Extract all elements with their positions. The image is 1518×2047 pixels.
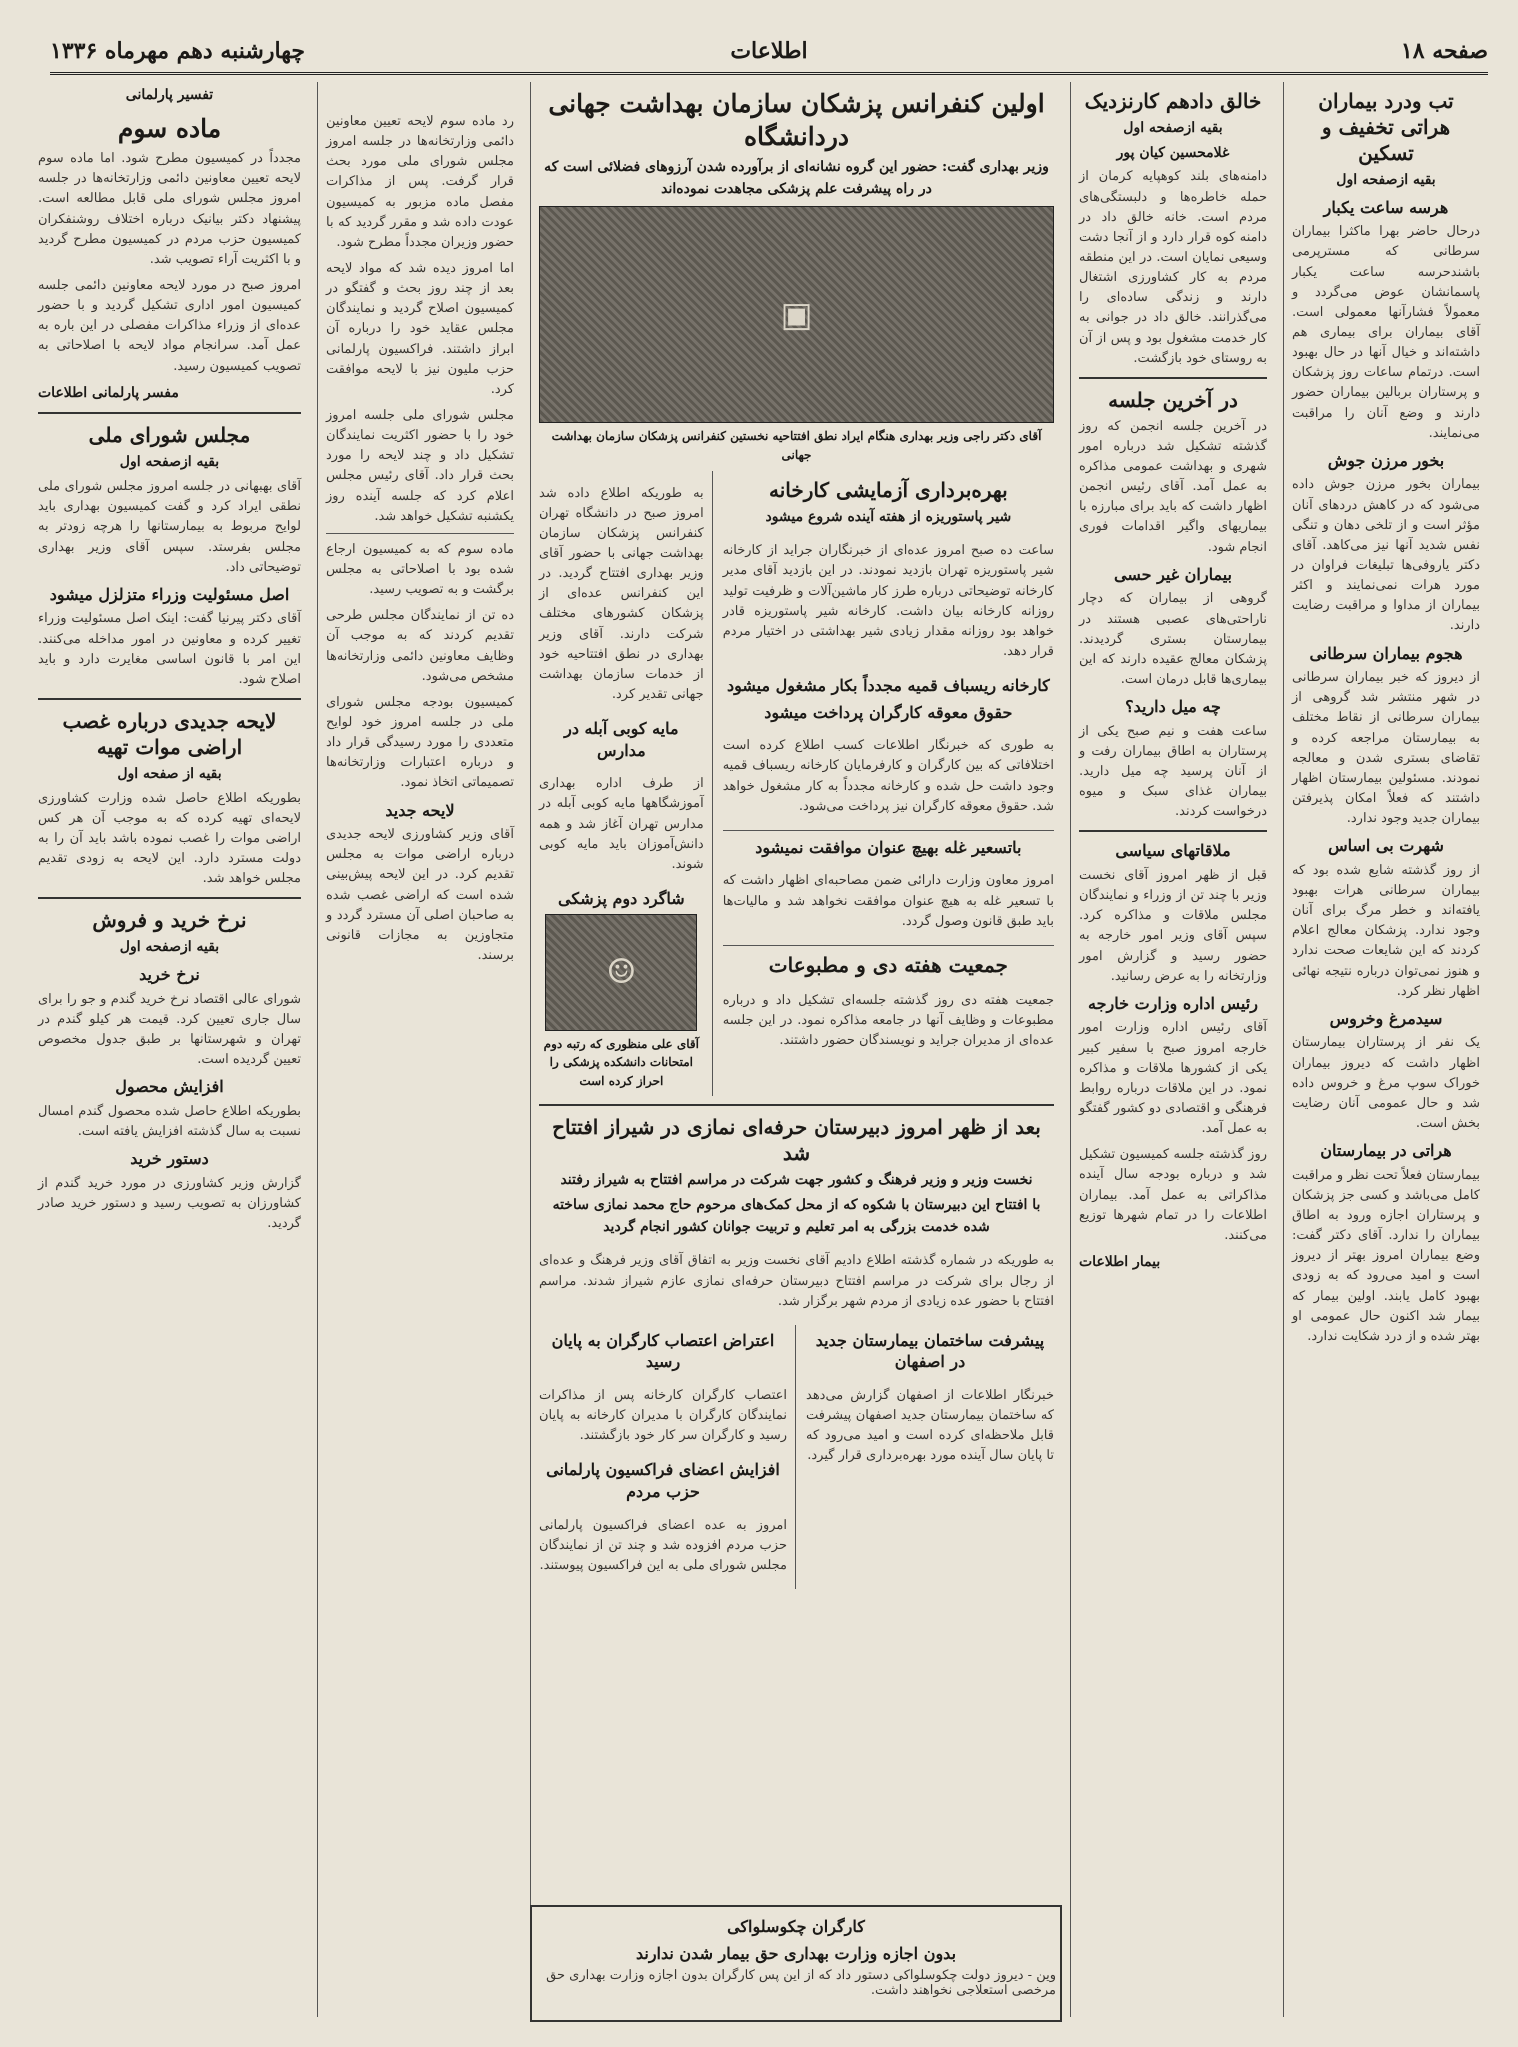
article-text: امروز معاون وزارت دارائی ضمن مصاحبه‌ای اظهار داشت که با تسعیر غله به هیچ عنوان موافقت نخواهد شد و مالیات‌ها باید طبق قانون وصول گردد. — [722, 873, 1054, 929]
czech-workers-box — [530, 1905, 1062, 2022]
column-parliament — [30, 82, 309, 2017]
article-text: اعتصاب کارگران کارخانه پس از مذاکرات نمایندگان کارگران با مدیران کارخانه به پایان رسید و کارگران سر کار خود بازگشتند. — [539, 1388, 787, 1444]
divider — [1079, 377, 1267, 379]
article-text: امروز صبح در مورد لایحه معاونین دائمی جلسه کمیسیون امور اداری تشکیل گردید و با حضور عده‌ای از وزراء مذاکرات مفصلی در این باره به عمل آمد. سرانجام مواد لایحه با اصلاحاتی به تصویب کمیسیون رسید. — [38, 278, 301, 374]
byline: غلامحسین کیان پور — [1116, 144, 1230, 161]
article-text: بطوریکه اطلاع حاصل شده وزارت کشاورزی لایحه‌ای تهیه کرده که به موجب آن هر کس اراضی موات را غصب نموده باشد باید آن را به دولت مسترد دارد. این لایحه به زودی تقدیم مجلس خواهد شد. — [38, 790, 301, 887]
masthead — [50, 30, 1488, 75]
divider — [326, 533, 514, 534]
article-text: از روز گذشته شایع شده بود که بیماران سرطانی هرات بهبود یافته‌اند و خطر مرگ برای آنان وجود ندارد. پزشکان معالج اعلام کردند که این شایعات صحت ندارد و هنوز نمی‌توان درباره نتیجه نهائی اظهار نظر کرد. — [1292, 862, 1480, 999]
divider — [1079, 830, 1267, 832]
divider — [38, 412, 301, 414]
article-text: مجلس شورای ملی جلسه امروز خود را با حضور اکثریت نمایندگان تشکیل داد و چند لایحه را مورد بحث قرار داد. آقای رئیس مجلس اعلام کرد که جلسه آینده روز یکشنبه تشکیل خواهد شد. — [326, 407, 514, 524]
article-text: درحال حاضر بهرا ماکثرا بیماران سرطانی که مسترپرمی باشندحرسه ساعت یکبار پاسمانشان عوض می‌گردد و معمولاً فشارآنها معمولی است. آقای بیماران برای بیماری هم داشته‌اند و خیال آنها در حال بهبود است. درتمام ساعات روز پزشکان و پرستاران بربالین بیماران حضور دارند و وضع آنان را مراقبت می‌نمایند. — [1292, 224, 1480, 441]
subhead-minister: وزیر بهداری گفت: حضور این گروه نشانه‌ای از برآورده شدن آرزوهای فضلائی است که در راه پیشرفت علم پزشکی مجاهدت نموده‌اند — [544, 159, 1049, 197]
article-text: آقای وزیر کشاورزی لایحه جدیدی درباره اراضی موات به مجلس تقدیم کرد. در این لایحه پیش‌بینی شده است که اراضی غصب شده به صاحبان اصلی آن مسترد گردد و متجاوزین به مجازات قانونی برسند. — [326, 827, 514, 963]
divider — [38, 698, 301, 700]
continued-note: بقیه از صفحه اول — [117, 765, 222, 782]
headline-dey-society: جمعیت هفته دی و مطبوعات — [768, 952, 1008, 977]
paper-name: اطلاعات — [730, 38, 808, 64]
headline-czech: کارگران چکوسلواکی — [727, 1917, 865, 1936]
article-text: به طوریکه در شماره گذشته اطلاع دادیم آقای نخست وزیر به اتفاق آقای وزیر فرهنگ و عده‌ای از رجال برای شرکت در مراسم افتتاح دبیرستان حرفه‌ای نمازی عازم شیراز شدند. مراسم افتتاح با حضور عده زیادی از مردم شهر برگزار شد. — [539, 1253, 1054, 1309]
signature: مفسر پارلمانی اطلاعات — [38, 384, 179, 401]
center-bottom-row — [539, 1325, 1054, 1589]
article-text: آقای دکتر پیرنیا گفت: اینک اصل مسئولیت وزراء تغییر کرده و معاونین در امور مداخله می‌کنند. این امر با قانون اساسی مغایرت دارد و باید اصلاح شود. — [38, 611, 301, 687]
divider — [723, 830, 1054, 831]
conference-photo — [539, 206, 1054, 423]
student-caption: آقای علی منظوری که رتبه دوم امتحانات دانشکده پزشکی را احراز کرده است — [543, 1036, 699, 1088]
article-text: بطوریکه اطلاع حاصل شده محصول گندم امسال نسبت به سال گذشته افزایش یافته است. — [38, 1103, 301, 1139]
section-heading: هجوم بیماران سرطانی — [1309, 643, 1463, 663]
section-heading: شهرت بی اساس — [1328, 836, 1444, 856]
section-heading: رئیس اداره وزارت خارجه — [1088, 993, 1258, 1013]
article-text: به طوریکه اطلاع داده شد امروز صبح در دانشگاه تهران کنفرانس پزشکان سازمان بهداشت جهانی با حضور آقای وزیر بهداری افتتاح گردید. در این کنفرانس عده‌ای از پزشکان کشورهای مختلف شرکت دارند. آقای وزیر بهداری در نطق افتتاحیه خود از خدمات سازمان بهداشت جهانی تقدیر کرد. — [539, 485, 704, 702]
article-text: گزارش وزیر کشاورزی در مورد خرید گندم از کشاورزان به تصویب رسید و دستور خرید صادر گردید. — [38, 1175, 301, 1231]
article-text: از دیروز که خبر بیماران سرطانی در شهر منتشر شد گروهی از بیماران سرطانی از نقاط مختلف به بیمارستان مراجعه کرده و تقاضای بستری شدن و معالجه نمودند. مسئولین بیمارستان اظهار داشتند که فعلاً امکان پذیرفتن بیماران جدید وجود ندارد. — [1292, 670, 1480, 827]
article-text: به طوری که خبرنگار اطلاعات کسب اطلاع کرده است اختلافاتی که بین کارگران و کارفرمایان کارخانه ریسباف قمیه وجود داشت حل شده و کارخانه مجدداً به کار مشغول خواهد شد. حقوق معوقه کارگران نیز پرداخت می‌شود. — [722, 738, 1054, 814]
column-parliament-text — [317, 82, 522, 2017]
article-text: آقای رئیس اداره وزارت امور خارجه امروز صبح با سفیر کبیر یکی از کشورها ملاقات و مذاکره نمود. در این ملاقات درباره روابط فرهنگی و اقتصادی دو کشور گفتگو به عمل آمد. — [1079, 1020, 1267, 1137]
article-text: ماده سوم که به کمیسیون ارجاع شده بود با اصلاحاتی به مجلس برگشت و به تصویب رسید. — [326, 541, 514, 598]
issue-date: چهارشنبه دهم مهرماه ۱۳۳۶ — [50, 38, 305, 64]
article-text: بیمارستان فعلاً تحت نظر و مراقبت کامل می‌باشد و کسی جز پزشکان و پرستاران اجازه ورود به اطاق بیماران را ندارد. آقای دکتر گفت: وضع بیماران امروز بهتر از دیروز است و امید می‌رود که به زودی بهبود کامل یابند. اولین بیمار که بیمار شد اکنون حال عمومی او بهتر شده و از درد شکایت ندارد. — [1292, 1167, 1480, 1344]
article-text: آقای بهبهانی در جلسه امروز مجلس شورای ملی نطقی ایراد کرد و گفت کمیسیون بهداری باید لوایح مربوط به بیمارستانها را هرچه زودتر به مجلس بفرستد. سپس آقای وزیر بهداری توضیحاتی داد. — [38, 479, 301, 575]
section-heading: بیماران غیر حسی — [1114, 564, 1232, 584]
headline-majlis: مجلس شورای ملی — [88, 423, 251, 448]
headline-last-session: در آخرین جلسه — [1108, 387, 1238, 412]
section-heading: ملاقاتهای سیاسی — [1115, 841, 1231, 861]
column-khaleghdad — [1070, 82, 1275, 2017]
headline-who-conference: اولین کنفرانس پزشکان سازمان بهداشت جهانی دردانشگاه — [548, 89, 1045, 151]
section-heading: افزایش محصول — [115, 1077, 224, 1097]
article-text: گروهی از بیماران که دچار ناراحتی‌های عصبی هستند در بیمارستان بستری گردیدند. پزشکان معالج عقیده دارند که این بیماری‌ها قابل درمان است. — [1079, 591, 1267, 687]
article-text: رد ماده سوم لایحه تعیین معاونین دائمی وزارتخانه‌ها در جلسه امروز مجلس شورای ملی مورد بحث قرار گرفت. پس از مذاکرات مفصل ماده مزبور به کمیسیون عودت داده شد و مقرر گردید که با حضور وزیران مجدداً مطرح شود. — [326, 114, 514, 250]
headline-rispaf: کارخانه ریسباف قمیه مجدداً بکار مشغول میشود — [726, 676, 1050, 696]
article-text: بیماران بخور مرزن جوش داده می‌شود که در کاهش دردهای آنان مؤثر است و از تلخی دهان و تنگی نفس شدید آنها نیز می‌کاهد. آقای دکتر یاروفی‌ها تبلیغات فراوان در مورد هرات نمی‌نمایند و اکثر بیماران از مداوا و مراقبت رضایت دارند. — [1292, 477, 1480, 634]
column-health-news — [1283, 82, 1488, 2017]
headline-hiv-patients: تب ودرد بیماران هراتی تخفیف و تسکین — [1318, 89, 1454, 165]
article-text: کمیسیون بودجه مجلس شورای ملی در جلسه امروز خود لوایح متعددی را مورد رسیدگی قرار داد و درباره اعتبارات وزارتخانه‌ها تصمیماتی اتخاذ نمود. — [326, 694, 514, 791]
article-text: ده تن از نمایندگان مجلس طرحی تقدیم کردند که به موجب آن وظایف معاونین دائمی وزارتخانه‌ها مشخص می‌شود. — [326, 608, 514, 684]
headline-khaleghdad: خالق دادهم کارنزدیک — [1084, 89, 1262, 113]
center-row — [539, 471, 1054, 1097]
article-text: خبرنگار اطلاعات از اصفهان گزارش می‌دهد که ساختمان بیمارستان جدید اصفهان پیشرفت قابل ملاحظه‌ای کرده است و امید می‌رود که تا پایان سال آینده مورد بهره‌برداری قرار گیرد. — [806, 1388, 1054, 1464]
headline-land-bill: لایحه جدیدی درباره غصب اراضی موات تهیه — [62, 708, 277, 759]
article-text: شورای عالی اقتصاد نرخ خرید گندم و جو را برای سال جاری تعیین کرد. قیمت هر کیلو گندم در تهران و شهرستانها بر طبق جدول مخصوص تعیین گردیده است. — [38, 991, 301, 1068]
headline-factory: بهره‌برداری آزمایشی کارخانه — [768, 477, 1008, 502]
article-text: امروز به عده اعضای فراکسیون پارلمانی حزب مردم افزوده شد و چند تن از نمایندگان مجلس شورای ملی به این فراکسیون پیوستند. — [539, 1517, 787, 1573]
article-text: ساعت هفت و نیم صبح یکی از پرستاران به اطاق بیماران رفت و از آنان پرسید چه میل دارید. بیماران غذای سبک و میوه درخواست کردند. — [1079, 723, 1267, 820]
continued-note: بقیه ازصفحه اول — [1123, 120, 1223, 136]
section-heading: چه میل دارید؟ — [1125, 697, 1221, 717]
article-text: از طرف اداره بهداری آموزشگاهها مایه کوبی آبله در مدارس تهران آغاز شد و همه دانش‌آموزان باید مایه کوبی شوند. — [539, 776, 704, 872]
center-side-col — [539, 471, 713, 1097]
section-heading: دستور خرید — [130, 1149, 209, 1169]
subhead-school-2: با افتتاح این دبیرستان با شکوه که از محل کمک‌های مرحوم حاج محمد نمازی ساخته شده خدمت بزرگی به امر تعلیم و تربیت جوانان کشور انجام گردید — [552, 1197, 1041, 1235]
page-number: صفحه ۱۸ — [1400, 38, 1488, 64]
section-heading: هرسه ساعت یکبار — [1323, 197, 1449, 217]
section-label: تفسیر پارلمانی — [125, 87, 214, 103]
subhead-factory: شیر پاستوریزه از هفته آینده شروع میشود — [765, 508, 1012, 525]
subhead-czech: بدون اجازه وزارت بهداری حق بیمار شدن ندارند — [635, 1943, 957, 1963]
divider — [723, 945, 1054, 946]
section-heading: اصل مسئولیت وزراء متزلزل میشود — [49, 584, 290, 604]
article-text: در آخرین جلسه انجمن که روز گذشته تشکیل شد درباره امور شهری و بهداشت عمومی مذاکره به عمل آمد. آقای رئیس انجمن اظهار داشت که باید برای مبارزه با بیماریهای واگیر اقدامات فوری انجام شود. — [1079, 418, 1267, 555]
article-text: ساعت ده صبح امروز عده‌ای از خبرنگاران جراید از کارخانه شیر پاستوریزه تهران بازدید نمودند. در این بازدید آقای مدیر کارخانه توضیحاتی درباره طرز کار ماشین‌آلات و ظرفیت تولید روزانه کارخانه بیان داشت. کارخانه شیر پاستوریزه قادر خواهد بود روزانه مقدار زیادی شیر بهداشتی در اختیار مردم قرار دهد. — [722, 543, 1054, 659]
section-heading: نرخ خرید — [139, 965, 200, 985]
section-heading: لایحه جدید — [385, 800, 455, 820]
headline-nemazi-school: بعد از ظهر امروز دبیرستان حرفه‌ای نمازی در شیراز افتتاح شد — [552, 1115, 1041, 1166]
article-text: اما امروز دیده شد که مواد لایحه بعد از چند روز بحث و گفتگو در کمیسیون اصلاح گردید و نمایندگان مجلس عقاید خود را درباره آن ابراز داشتند. فراکسیون پارلمانی حزب ملیون نیز با لایحه موافقت کرد. — [326, 260, 514, 397]
headline-grain: باتسعیر غله بهیچ عنوان موافقت نمیشود — [755, 837, 1022, 857]
divider — [539, 1104, 1054, 1106]
article-text: جمعیت هفته دی روز گذشته جلسه‌ای تشکیل داد و درباره مطبوعات و وظایف آنها در جامعه مذاکره نمود. در این جلسه عده‌ای از مدیران جراید و نویسندگان حضور داشتند. — [722, 992, 1054, 1049]
center-bottom-right — [806, 1325, 1054, 1589]
headline-article-three: ماده سوم — [117, 113, 222, 143]
headline-strike: اعتراض اعتصاب کارگران به پایان رسید — [551, 1330, 775, 1372]
subhead-school: نخست وزیر و وزیر فرهنگ و کشور جهت شرکت در مراسم افتتاح به شیراز رفتند — [560, 1172, 1033, 1189]
continued-note: بقیه ازصفحه اول — [1336, 172, 1436, 188]
photo-caption: آقای دکتر راجی وزیر بهداری هنگام ایراد نطق افتتاحیه نخستین کنفرانس پزشکان سازمان بهداشت جهانی — [551, 429, 1042, 462]
headline-isfahan: پیشرفت ساختمان بیمارستان جدید در اصفهان — [815, 1330, 1045, 1372]
continued-note: بقیه ازصفحه اول — [119, 939, 220, 956]
article-text: روز گذشته جلسه کمیسیون تشکیل شد و درباره بودجه سال آینده مذاکراتی به عمل آمد. بیماران اطلاعات را در تمام شهرها توزیع می‌کنند. — [1079, 1147, 1267, 1243]
photo-icon: ☺ — [606, 951, 637, 992]
section-heading: هراتی در بیمارستان — [1320, 1141, 1452, 1161]
headline-vaccination: مایه کوبی آبله در مدارس — [564, 719, 679, 760]
article-text: دامنه‌های بلند کوهپایه کرمان از حمله خاطره‌ها و دلبستگی‌های مردم است. خانه خالق داد در دامنه کوه قرار دارد و از آنجا دشت وسیعی نمایان است. در این منطقه مردم به کار کشاورزی اشتغال دارند و زندگی ساده‌ای را می‌گذرانند. خالق داد در جوانی به کار خدمت مشغول بود و پس از آن به روستای خود بازگشت. — [1079, 169, 1267, 366]
center-bottom-left — [539, 1325, 796, 1589]
article-text: وین - دیروز دولت چکوسلواکی دستور داد که از این پس کارگران بدون اجازه وزارت بهداری حق مرخصی استعلاجی نخواهند داشت. — [546, 1968, 1056, 1999]
headline-wages: حقوق معوقه کارگران پرداخت میشود — [764, 702, 1013, 722]
section-heading: سیدمرغ وخروس — [1329, 1008, 1443, 1028]
headline-party: افزایش اعضای فراکسیون پارلمانی حزب مردم — [546, 1460, 780, 1502]
photo-icon: ▣ — [780, 294, 813, 335]
spacer — [326, 82, 514, 112]
article-text: قبل از ظهر امروز آقای نخست وزیر با چند تن از وزراء و نمایندگان مجلس ملاقات و مذاکره کرد. سپس آقای وزیر امور خارجه به حضور رسید و گزارش امور وزارتخانه را به عرض رسانید. — [1079, 867, 1267, 984]
center-main-col — [723, 471, 1054, 1097]
headline-prices: نرخ خرید و فروش — [92, 908, 247, 933]
continued-note: بقیه ازصفحه اول — [119, 454, 220, 471]
student-portrait — [545, 914, 697, 1031]
headline-student: شاگرد دوم پزشکی — [558, 889, 685, 908]
signature: بیمار اطلاعات — [1079, 1253, 1161, 1270]
divider — [38, 897, 301, 899]
article-text: یک نفر از پرستاران بیمارستان اظهار داشت که دیروز بیماران خوراک سوپ مرغ و خروس داده شد و حال عمومی آنان رضایت بخش است. — [1292, 1035, 1480, 1131]
section-heading: بخور مرزن جوش — [1327, 450, 1445, 470]
article-text: مجدداً در کمیسیون مطرح شود. اما ماده سوم لایحه تعیین معاونین دائمی وزارتخانه‌ها در جلسه امروز مجلس شورای ملی قابل مطالعه است. پیشنهاد دکتر بیانیک درباره اختلاف روشنفکران کمیسیون حزب مردم در کمیسیون مطرح گردید و با اکثریت آراء تصویب شد. — [38, 151, 301, 267]
center-spread — [530, 82, 1062, 2017]
